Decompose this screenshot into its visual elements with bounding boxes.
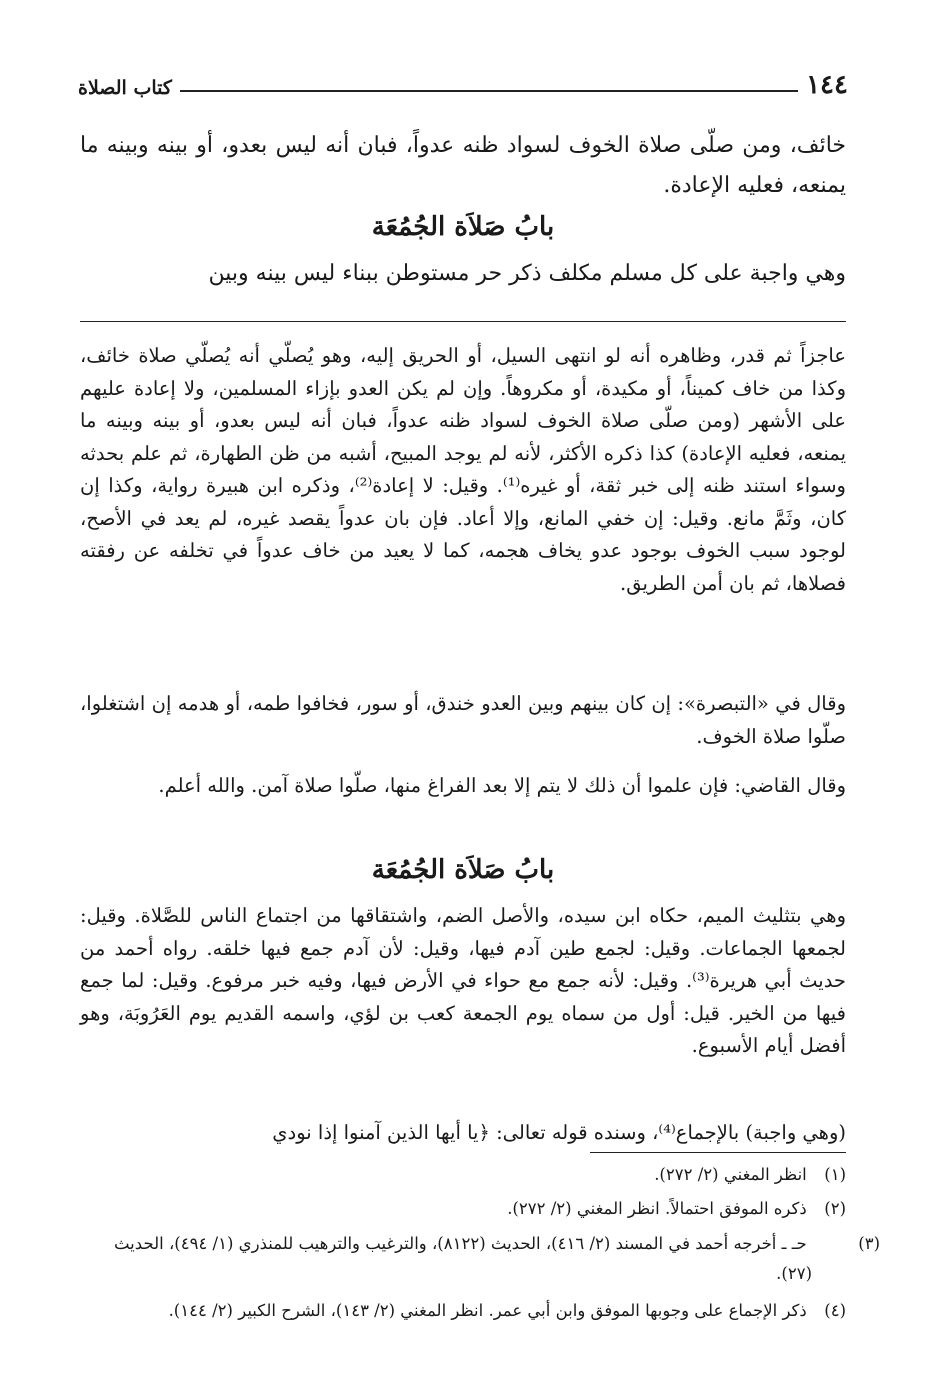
footnote-text: حـ ـ أخرجه أحمد في المسند (٢/ ٤١٦)، الحديث (٨١٢٢)، والترغيب والترهيب للمنذري (١/ ٤٩٤)، الحديث (٢٧). bbox=[113, 1234, 812, 1283]
footnote-3 bbox=[80, 1229, 880, 1289]
footnote-number: (١) bbox=[824, 1165, 846, 1184]
running-header bbox=[78, 62, 848, 98]
header-rule bbox=[180, 90, 798, 92]
book-title: كتاب الصلاة bbox=[78, 77, 172, 99]
footnote-number: (٢) bbox=[824, 1199, 846, 1218]
matn-chapter-heading: بابُ صَلاَة الجُمُعَة bbox=[371, 212, 555, 242]
footnote-2 bbox=[80, 1194, 846, 1224]
matn-sharh-separator bbox=[80, 321, 846, 322]
footnote-number: (٤) bbox=[824, 1301, 846, 1320]
matn-paragraph-1: خائف، ومن صلّى صلاة الخوف لسواد ظنه عدواً، فبان أنه ليس بعدو، أو بينه وبينه ما يمنعه، فعليه الإعادة. bbox=[80, 133, 846, 198]
footnote-text: ذكره الموفق احتمالاً. انظر المغني (٢/ ٢٧٢). bbox=[507, 1199, 807, 1218]
footnote-4 bbox=[80, 1296, 846, 1326]
footnote-separator bbox=[590, 1152, 846, 1153]
footnote-number: (٣) bbox=[858, 1234, 880, 1253]
sharh-paragraph-3: وقال القاضي: فإن علموا أن ذلك لا يتم إلا بعد الفراغ منها، صلّوا صلاة آمن. والله أعلم. bbox=[158, 774, 846, 797]
sharh-paragraph-4: وهي بتثليث الميم، حكاه ابن سيده، والأصل الضم، واشتقاقها من اجتماع الناس للصَّلاة. وقيل: لجمعها الجماعات. وقيل: لجمع طين آدم فيها، وقيل: لأن آدم جمع فيها خلقه. رواه أحمد من حديث أبي هريرة⁽³⁾. وقيل: لأنه جمع مع حواء في الأرض فيها، وفيه خبر مرفوع. وقيل: لما جمع فيها من الخير. قيل: أول من سماه يوم الجمعة كعب بن لؤي، واسمه القديم يوم العَرُوبَة، وهو أفضل أيام الأسبوع. bbox=[80, 904, 846, 1057]
sharh-paragraph-2: وقال في «التبصرة»: إن كان بينهم وبين العدو خندق، أو سور، فخافوا طمه، أو هدمه إن اشتغلوا، صلّوا صلاة الخوف. bbox=[80, 692, 846, 748]
sharh-paragraph-5: (وهي واجبة) بالإجماع⁽⁴⁾، وسنده قوله تعالى: ﴿يا أيها الذين آمنوا إذا نودي bbox=[272, 1121, 846, 1144]
page-number: ١٤٤ bbox=[806, 70, 848, 100]
footnote-text: ذكر الإجماع على وجوبها الموفق وابن أبي عمر. انظر المغني (٢/ ١٤٣)، الشرح الكبير (٢/ ١٤٤). bbox=[168, 1301, 807, 1320]
sharh-paragraph-1: عاجزاً ثم قدر، وظاهره أنه لو انتهى السيل، أو الحريق إليه، وهو يُصلّي أنه يُصلّي صلاة خائف، وكذا من خاف كميناً، أو مكيدة، أو مكروهاً. وإن لم يكن العدو بإزاء المسلمين، ولا إعادة عليهم على الأشهر (ومن صلّى صلاة الخوف لسواد ظنه عدواً، فبان أنه ليس بعدو، أو بينه وبينه ما يمنعه، فعليه الإعادة) كذا ذكره الأكثر، لأنه لم يوجد المبيح، أشبه من ظن الطهارة، ثم علم بحدثه وسواء استند ظنه إلى خبر ثقة، أو غيره⁽¹⁾. وقيل: لا إعادة⁽²⁾، وذكره ابن هبيرة رواية، وكذا إن كان، وثَمَّ مانع. وقيل: إن خفي المانع، وإلا أعاد. فإن بان عدواً يقصد غيره، لم يعد في الأصح، لوجود سبب الخوف بوجود عدو يخاف هجمه، كما لا يعيد من خاف عدواً في تخلفه عن رفقته فصلاها، ثم بان أمن الطريق. bbox=[80, 344, 846, 595]
sharh-chapter-heading: بابُ صَلاَة الجُمُعَة bbox=[371, 855, 555, 885]
matn-paragraph-2: وهي واجبة على كل مسلم مكلف ذكر حر مستوطن ببناء ليس بينه وبين bbox=[208, 261, 846, 286]
footnote-1 bbox=[80, 1160, 846, 1190]
footnote-text: انظر المغني (٢/ ٢٧٢). bbox=[654, 1165, 807, 1184]
